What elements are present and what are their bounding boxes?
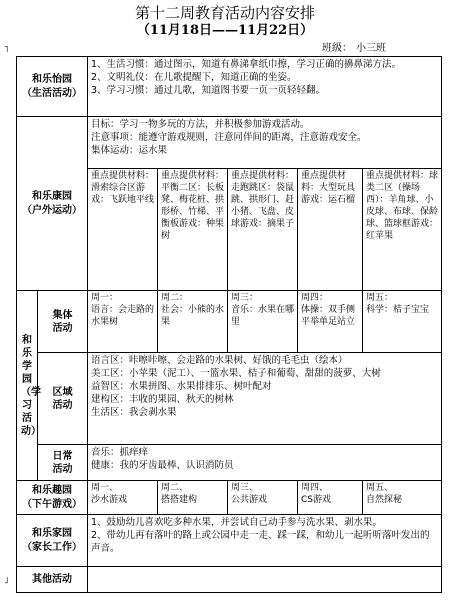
health-header: 和乐康园 （户外运动） xyxy=(17,117,88,291)
class-value: 小三班 xyxy=(356,43,386,54)
home-line: 2、带幼儿再有落叶的路上或公园中走一走、踩一踩，和幼儿一起听听落叶发出的声音。 xyxy=(91,530,430,554)
area-line: 益智区：水果拼图、水果排排乐、树叶配对 xyxy=(91,381,272,392)
other-header: 其他活动 xyxy=(17,567,88,593)
area-line: 生活区：我会剥水果 xyxy=(91,407,177,418)
home-line: 1、鼓励幼儿喜欢吃多种水果，并尝试自己动手参与洗水果、剥水果。 xyxy=(91,517,383,528)
study-daily-label: 日常活动 xyxy=(38,445,88,481)
other-content xyxy=(88,567,442,593)
home-header: 和乐家园 （家长工作） xyxy=(17,515,88,567)
study-header: 和乐学园（学习活动） xyxy=(17,291,38,481)
play-day-cell: 周一、 沙水游戏 xyxy=(88,481,158,515)
study-group-row xyxy=(17,291,442,353)
area-line: 建构区：丰收的果园、秋天的树林 xyxy=(91,394,234,405)
home-row xyxy=(17,515,442,567)
life-header: 和乐怡园 （生活活动） xyxy=(17,57,88,117)
health-cell: 重点提供材料：平衡二区：长板凳、梅花桩、拱形桥、竹梯、平衡板游戏：种果树 xyxy=(158,169,228,291)
health-summary xyxy=(88,117,442,169)
life-line: 1、生活习惯：通过图示，知道有鼻涕拿纸巾擦，学习正确的擤鼻涕方法。 xyxy=(91,59,402,70)
study-day-cell: 周一： 语言：会走路的水果树 xyxy=(88,291,158,353)
study-day-cell: 周四： 体操：双手侧平举单足站立 xyxy=(298,291,363,353)
area-line: 语言区：咔嚓咔嚓、会走路的水果树、好饿的毛毛虫（绘本） xyxy=(91,355,348,366)
study-area-label: 区域活动 xyxy=(38,353,88,445)
study-daily-row xyxy=(17,445,442,481)
page-subtitle: （11月18日——11月22日） xyxy=(136,23,314,38)
page-title: 第十二周教育活动内容安排 xyxy=(134,4,315,22)
study-area-row xyxy=(17,353,442,445)
life-row xyxy=(17,57,442,117)
daily-line: 健康：我的牙齿最棒、认识消防员 xyxy=(91,460,234,471)
play-day-cell: 周三、 公共游戏 xyxy=(228,481,298,515)
study-day-cell: 周三： 音乐：水果在哪里 xyxy=(228,291,298,353)
play-day-cell: 周二、 搭搭建构 xyxy=(158,481,228,515)
health-goal: 目标：学习一物多玩的方法，并积极参加游戏活动。 xyxy=(91,119,310,130)
play-row xyxy=(17,481,442,515)
health-cell: 重点提供材料：球类二区（操场西）：羊角球、小皮球、布球、保龄球、篮球框游戏：红苹果 xyxy=(363,169,442,291)
margin-mark-icon: ˥ xyxy=(4,45,9,55)
schedule-table xyxy=(16,56,442,593)
study-daily-content xyxy=(88,445,442,481)
life-line: 2、文明礼仪：在儿歌提醒下，知道正确的坐姿。 xyxy=(91,72,297,83)
health-cell: 重点提供材料：滑索综合区游戏：飞跃地平线 xyxy=(88,169,158,291)
home-content xyxy=(88,515,442,567)
study-group-label: 集体活动 xyxy=(38,291,88,353)
study-day-cell: 周二： 社会：小熊的水果 xyxy=(158,291,228,353)
study-day-cell: 周五： 科学：桔子宝宝 xyxy=(363,291,442,353)
health-cell: 重点提供材料：走跑跳区：袋鼠跳、拱形门、赶小猪、飞盘、皮球游戏：摘果子 xyxy=(228,169,298,291)
life-content xyxy=(88,57,442,117)
class-info xyxy=(322,43,390,55)
play-header: 和乐趣园 （下午游戏） xyxy=(17,481,88,515)
health-notes: 注意事项：能遵守游戏规则，注意同伴间的距离，注意游戏安全。 xyxy=(91,132,367,143)
play-day-cell: 周四、 CS游戏 xyxy=(298,481,363,515)
area-line: 美工区：小苹果（泥工）、一篮水果、桔子和葡萄、甜甜的菠萝、大树 xyxy=(91,368,381,379)
health-group: 集体运动：运水果 xyxy=(91,145,168,156)
margin-mark-icon: ˩ xyxy=(4,576,9,586)
health-cell: 重点提供材料：大型玩具游戏：运石榴 xyxy=(298,169,363,291)
health-goal-row xyxy=(17,117,442,169)
play-day-cell: 周五、 自然探秘 xyxy=(363,481,442,515)
class-label: 班级： xyxy=(322,43,352,54)
life-line: 3、学习习惯：通过儿歌，知道图书要一页一页轻轻翻。 xyxy=(91,85,326,96)
daily-line: 音乐：抓痒痒 xyxy=(91,447,149,458)
other-row xyxy=(17,567,442,593)
study-area-content xyxy=(88,353,442,445)
